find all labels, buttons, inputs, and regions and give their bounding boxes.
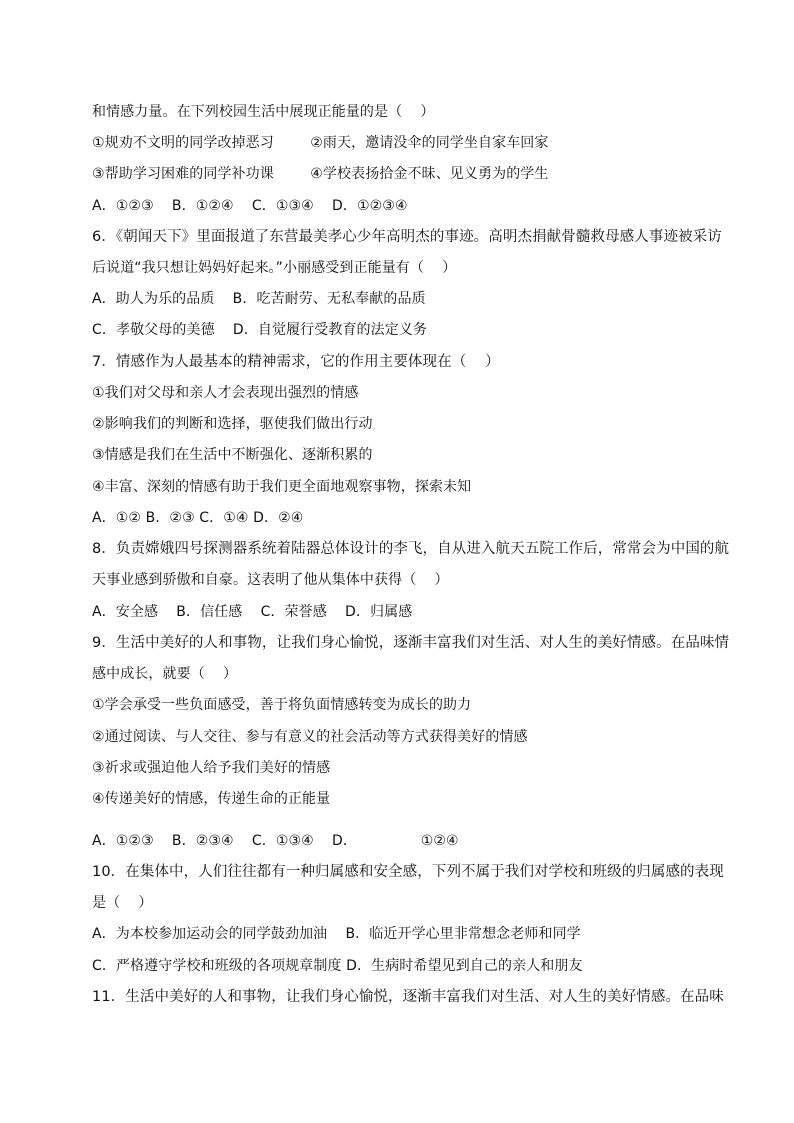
question-7-stem: 7．情感作为人最基本的精神需求，它的作用主要体现在（ ） <box>92 354 500 370</box>
question-5-answer-choices: A．①②③ B．①②④ C．①③④ D．①②③④ <box>92 198 408 214</box>
question-6-stem: 6．《朝闻天下》里面报道了东营最美孝心少年高明杰的事迹。高明杰捐献骨髓救母感人事迹被采访 <box>92 229 722 245</box>
question-6-choices-row-2: C．孝敬父母的美德 D．自觉履行受教育的法定义务 <box>92 322 428 338</box>
question-10-choices-row-2: C．严格遵守学校和班级的各项规章制度 D．生病时希望见到自己的亲人和朋友 <box>92 958 583 974</box>
question-10-stem: 10．在集体中，人们往往都有一种归属感和安全感，下列不属于我们对学校和班级的归属感的表现 <box>92 864 724 880</box>
question-6-choices-row-1: A．助人为乐的品质 B．吃苦耐劳、无私奉献的品质 <box>92 291 426 307</box>
question-9-stem-line-2: 感中成长，就要（ ） <box>92 666 238 682</box>
question-9-option-2: ②通过阅读、与人交往、参与有意义的社会活动等方式获得美好的情感 <box>92 729 528 745</box>
question-6-stem-line-2: 后说道“我只想让妈妈好起来。”小丽感受到正能量有（ ） <box>92 260 457 276</box>
question-8-answer-choices: A．安全感 B．信任感 C．荣誉感 D．归属感 <box>92 604 413 620</box>
question-8-stem: 8．负责嫦娥四号探测器系统着陆器总体设计的李飞，自从进入航天五院工作后，常常会为中国的航 <box>92 541 730 557</box>
question-9-stem: 9．生活中美好的人和事物，让我们身心愉悦，逐渐丰富我们对生活、对人生的美好情感。在品味情 <box>92 635 730 651</box>
question-7-answer-choices: A．①② B．②③ C．①④ D．②④ <box>92 510 304 526</box>
question-7-option-3: ③情感是我们在生活中不断强化、逐渐积累的 <box>92 447 373 463</box>
question-9-option-1: ①学会承受一些负面感受，善于将负面情感转变为成长的助力 <box>92 697 472 713</box>
question-10-choices-row-1: A．为本校参加运动会的同学鼓劲加油 B．临近开学心里非常想念老师和同学 <box>92 926 581 942</box>
question-9-option-3: ③祈求或强迫他人给予我们美好的情感 <box>92 760 331 776</box>
question-7-option-2: ②影响我们的判断和选择，驱使我们做出行动 <box>92 416 373 432</box>
question-9-option-4: ④传递美好的情感，传递生命的正能量 <box>92 791 331 807</box>
question-5-stem-continuation: 和情感力量。在下列校园生活中展现正能量的是（ ） <box>92 104 435 120</box>
question-10-stem-line-2: 是（ ） <box>92 895 153 911</box>
question-7-option-4: ④丰富、深刻的情感有助于我们更全面地观察事物，探索未知 <box>92 479 472 495</box>
question-5-options-row-2: ③帮助学习困难的同学补功课 ④学校表扬拾金不昧、见义勇为的学生 <box>92 166 549 182</box>
question-7-option-1: ①我们对父母和亲人才会表现出强烈的情感 <box>92 385 359 401</box>
question-5-options-row-1: ①规劝不文明的同学改掉恶习 ②雨天，邀请没伞的同学坐自家车回家 <box>92 135 549 151</box>
question-9-answer-choices: A．①②③ B．②③④ C．①③④ D． ①②④ <box>92 833 459 849</box>
question-8-stem-line-2: 天事业感到骄傲和自豪。这表明了他从集体中获得（ ） <box>92 572 449 588</box>
question-11-stem: 11．生活中美好的人和事物，让我们身心愉悦，逐渐丰富我们对生活、对人生的美好情感。在品味 <box>92 989 724 1005</box>
